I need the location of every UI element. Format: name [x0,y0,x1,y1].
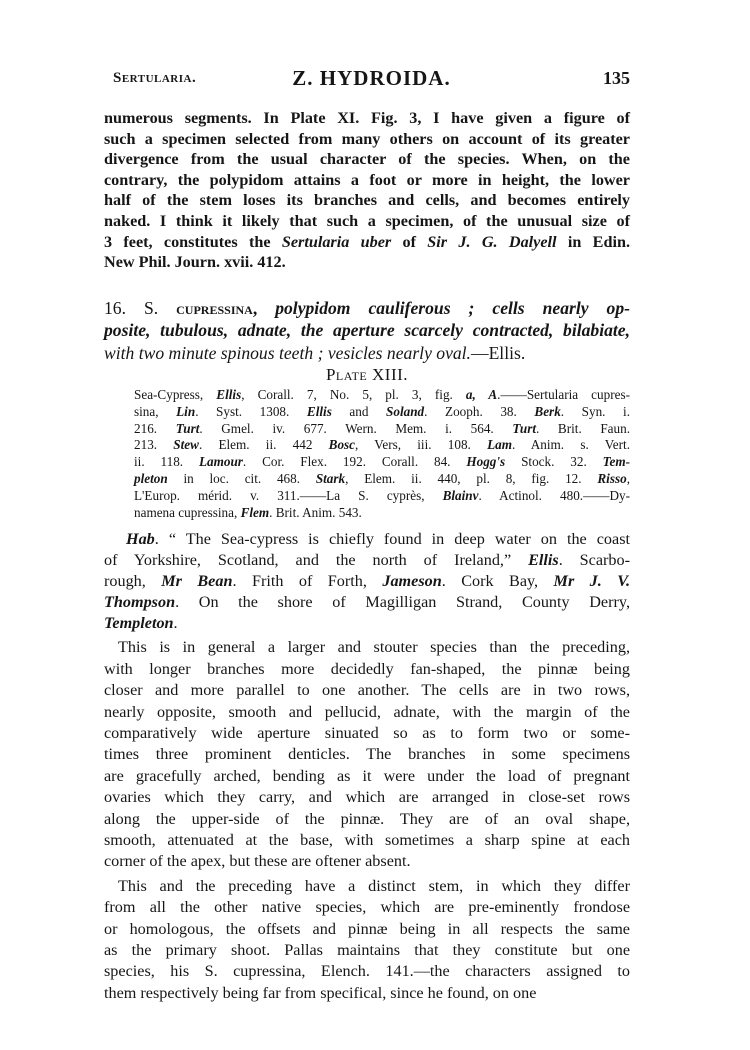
running-head-title: Z. HYDROIDA. [292,66,451,90]
text-line: contrary, the polypidom attains a foot or more in height, the lower [104,170,630,189]
text-line: namena cupressina, Flem. Brit. Anim. 543. [134,504,362,520]
continued-paragraph [104,108,630,273]
species-number: 16. S. [104,297,177,318]
text-line: from all the other native species, which are pre-eminently frondose [104,898,630,917]
species-diagnosis-line: posite, tubulous, adnate, the aperture scarcely contracted, bilabiate, [104,320,630,341]
running-head-genus: Sertularia. [113,70,197,86]
habitat-paragraph [104,529,630,633]
text-line: with longer branches more decidedly fan-shaped, the pinnæ being [104,659,630,678]
text-line: L'Europ. mérid. v. 311.——La S. cyprès, Blainv. Actinol. 480.——Dy- [134,487,630,503]
text-line: 3 feet, constitutes the Sertularia uber of Sir J. G. Dalyell in Edin. [104,232,630,251]
text-line: such a specimen selected from many others on account of its greater [104,129,630,148]
text-line: smooth, attenuated at the base, with sometimes a sharp spine at each [104,830,630,849]
page-number: 135 [603,68,630,88]
text-line: Templeton. [104,613,178,632]
text-line: This and the preceding have a distinct stem, in which they differ [118,876,630,895]
text-line: 213. Stew. Elem. ii. 442 Bosc, Vers, iii. 108. Lam. Anim. s. Vert. [134,437,630,453]
species-heading [104,297,630,385]
text-line: rough, Mr Bean. Frith of Forth, Jameson. Cork Bay, Mr J. V. [104,571,631,590]
text-line: as the primary shoot. Pallas maintains that they constitute but one [104,941,630,960]
species-name: cupressina, [176,297,258,318]
species-diagnosis-start: polypidom cauliferous ; cells nearly op- [257,297,630,318]
text-line: of Yorkshire, Scotland, and the north of Ireland,” Ellis. Scarbo- [104,551,631,570]
text-line: are gracefully arched, bending as it were under the load of pregnant [104,766,630,785]
text-line: species, his S. cupressina, Elench. 141.—the characters assigned to [104,962,630,981]
text-line: 216. Turt. Gmel. iv. 677. Wern. Mem. i. 564. Turt. Brit. Faun. [134,420,631,436]
text-line: naked. I think it likely that such a specimen, of the unusual size of [104,211,630,230]
text-line: divergence from the usual character of the species. When, on the [104,150,630,169]
synonymy-block [134,387,630,521]
species-heading-line [104,297,630,319]
text-line: This is in general a larger and stouter species than the preceding, [118,638,630,657]
text-line: half of the stem loses its branches and cells, and becomes entirely [104,191,630,210]
text-line: Hab. “ The Sea-cypress is chiefly found in deep water on the coast [126,530,630,549]
text-line: New Phil. Journ. xvii. 412. [104,253,286,272]
text-line: ovaries which they carry, and which are arranged in close-set rows [104,788,630,807]
text-line: Thompson. On the shore of Magilligan Strand, County Derry, [104,592,630,611]
text-line: corner of the apex, but these are oftener absent. [104,852,411,871]
text-line: Sea-Cypress, Ellis, Corall. 7, No. 5, pl. 3, fig. a, A.——Sertularia cupres- [134,386,630,402]
text-line: numerous segments. In Plate XI. Fig. 3, I have given a figure of [104,109,630,127]
text-line: along the upper-side of the pinnæ. They are of an oval shape, [104,809,630,828]
description-paragraph [104,637,630,872]
text-line: closer and more parallel to one another. The cells are in two rows, [104,681,630,700]
species-diagnosis-line: with two minute spinous teeth ; vesicles nearly oval.—Ellis. [104,342,526,363]
text-line: sina, Lin. Syst. 1308. Ellis and Soland. Zooph. 38. Berk. Syn. i. [134,403,631,419]
text-line: ii. 118. Lamour. Cor. Flex. 192. Corall. 84. Hogg's Stock. 32. Tem- [134,454,630,470]
text-line: them respectively being far from specifical, since he found, on one [104,983,537,1002]
page-body [104,108,630,1004]
text-line: pleton in loc. cit. 468. Stark, Elem. ii. 440, pl. 8, fig. 12. Risso, [134,470,630,486]
plate-reference: Plate XIII. [325,364,409,384]
running-header [113,66,630,92]
text-line: comparatively wide aperture sinuated so as to form two or some- [104,723,630,742]
remarks-paragraph [104,876,630,1004]
text-line: nearly opposite, smooth and pellucid, adnate, with the margin of the [104,702,630,721]
text-line: times three prominent denticles. The branches in some specimens [104,745,630,764]
text-line: or homologous, the offsets and pinnæ being in all respects the same [104,919,630,938]
